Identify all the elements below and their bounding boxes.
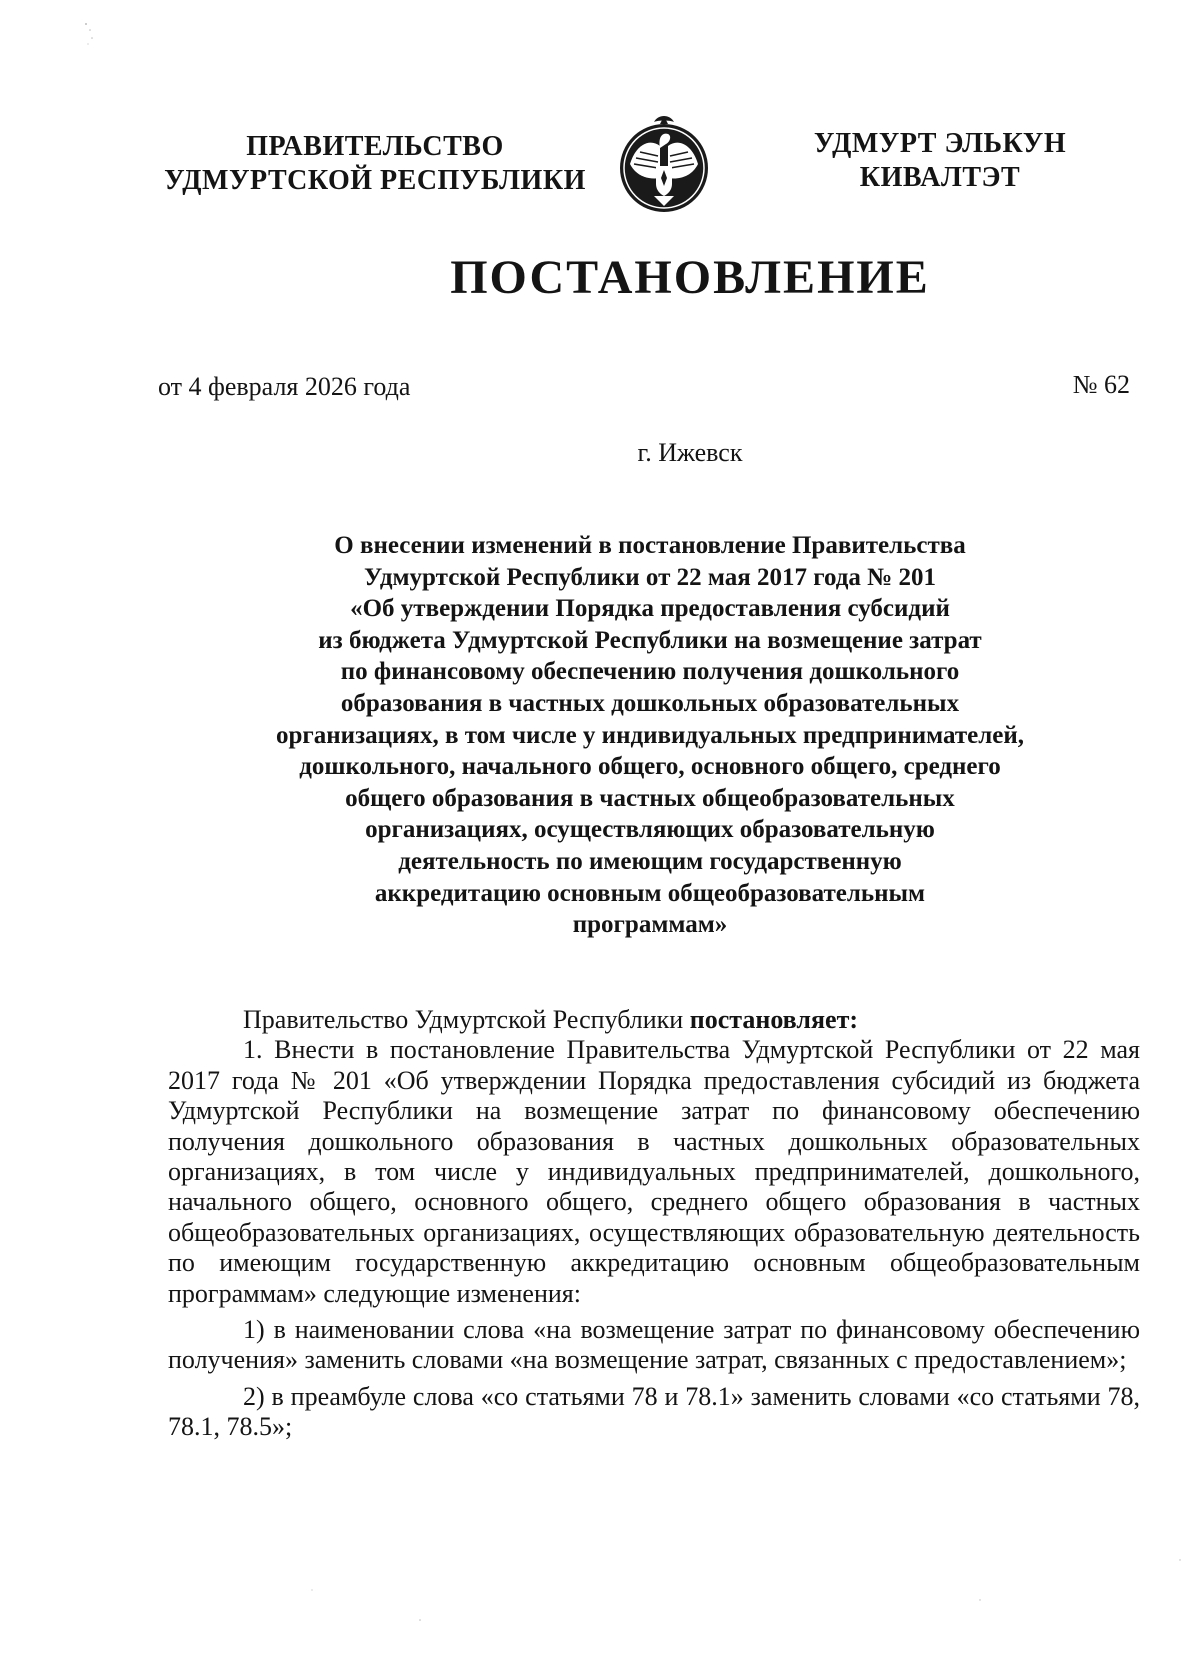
issuer-name-udmurt-line1: УДМУРТ ЭЛЬКУН <box>813 128 1067 159</box>
issuer-name-russian <box>160 130 590 198</box>
issuer-name-russian-line1: ПРАВИТЕЛЬСТВО <box>246 131 504 162</box>
subject-line: деятельность по имеющим государственную <box>398 847 902 875</box>
subject-line: из бюджета Удмуртской Республики на возмещение затрат <box>318 626 982 654</box>
subject-line: программам» <box>572 911 728 939</box>
document-date: от 4 февраля 2026 года <box>158 372 411 401</box>
document-body <box>168 1005 1140 1443</box>
preamble-paragraph <box>168 1005 1140 1035</box>
preamble-text: Правительство Удмуртской Республики <box>243 1005 690 1034</box>
subject-line: дошкольного, начального общего, основного общего, среднего <box>299 753 1001 781</box>
subject-line: организациях, осуществляющих образовательную <box>365 816 935 844</box>
document-city: г. Ижевск <box>637 438 743 467</box>
document-subject <box>200 530 1100 941</box>
body-paragraph: 2) в преамбуле слова «со статьями 78 и 78.1» заменить словами «со статьями 78, 78.1, 78.5»; <box>168 1381 1140 1442</box>
document-number: № 62 <box>1072 370 1130 399</box>
subject-line: «Об утверждении Порядка предоставления субсидий <box>350 595 950 623</box>
issuer-name-udmurt-line2: КИВАЛТЭТ <box>859 162 1021 193</box>
coat-of-arms-icon <box>610 108 718 218</box>
document-type-title: ПОСТАНОВЛЕНИЕ <box>450 251 930 304</box>
body-paragraph: 1. Внести в постановление Правительства Удмуртской Республики от 22 мая 2017 года № 201 «Об утверждении Порядка предоставления субсидий из бюджета Удмуртской Республики на возмещение затрат по финансовому обеспечению получения дошкольного образования в частных дошкольных образовательных организациях, в том числе у индивидуальных предпринимателей, дошкольного, начального общего, основного общего, среднего общего образования в частных общеобразовательных организациях, осуществляющих образовательную деятельность по имеющим государственную аккредитацию основным общеобразовательным программам» следующие изменения: <box>168 1035 1140 1308</box>
subject-line: аккредитацию основным общеобразовательным <box>374 879 926 907</box>
preamble-operative-word: постановляет: <box>689 1005 858 1034</box>
issuer-name-udmurt <box>790 127 1090 195</box>
subject-line: по финансовому обеспечению получения дошкольного <box>340 658 960 686</box>
subject-line: образования в частных дошкольных образовательных <box>340 689 960 717</box>
body-paragraph: 1) в наименовании слова «на возмещение затрат по финансовому обеспечению получения» заменить словами «на возмещение затрат, связанных с предоставлением»; <box>168 1315 1140 1375</box>
subject-line: общего образования в частных общеобразовательных <box>345 784 955 812</box>
issuer-name-russian-line2: УДМУРТСКОЙ РЕСПУБЛИКИ <box>164 165 586 196</box>
subject-line: Удмуртской Республики от 22 мая 2017 года № 201 <box>363 563 937 591</box>
subject-line: О внесении изменений в постановление Правительства <box>334 532 966 559</box>
subject-line: организациях, в том числе у индивидуальных предпринимателей, <box>276 721 1024 749</box>
